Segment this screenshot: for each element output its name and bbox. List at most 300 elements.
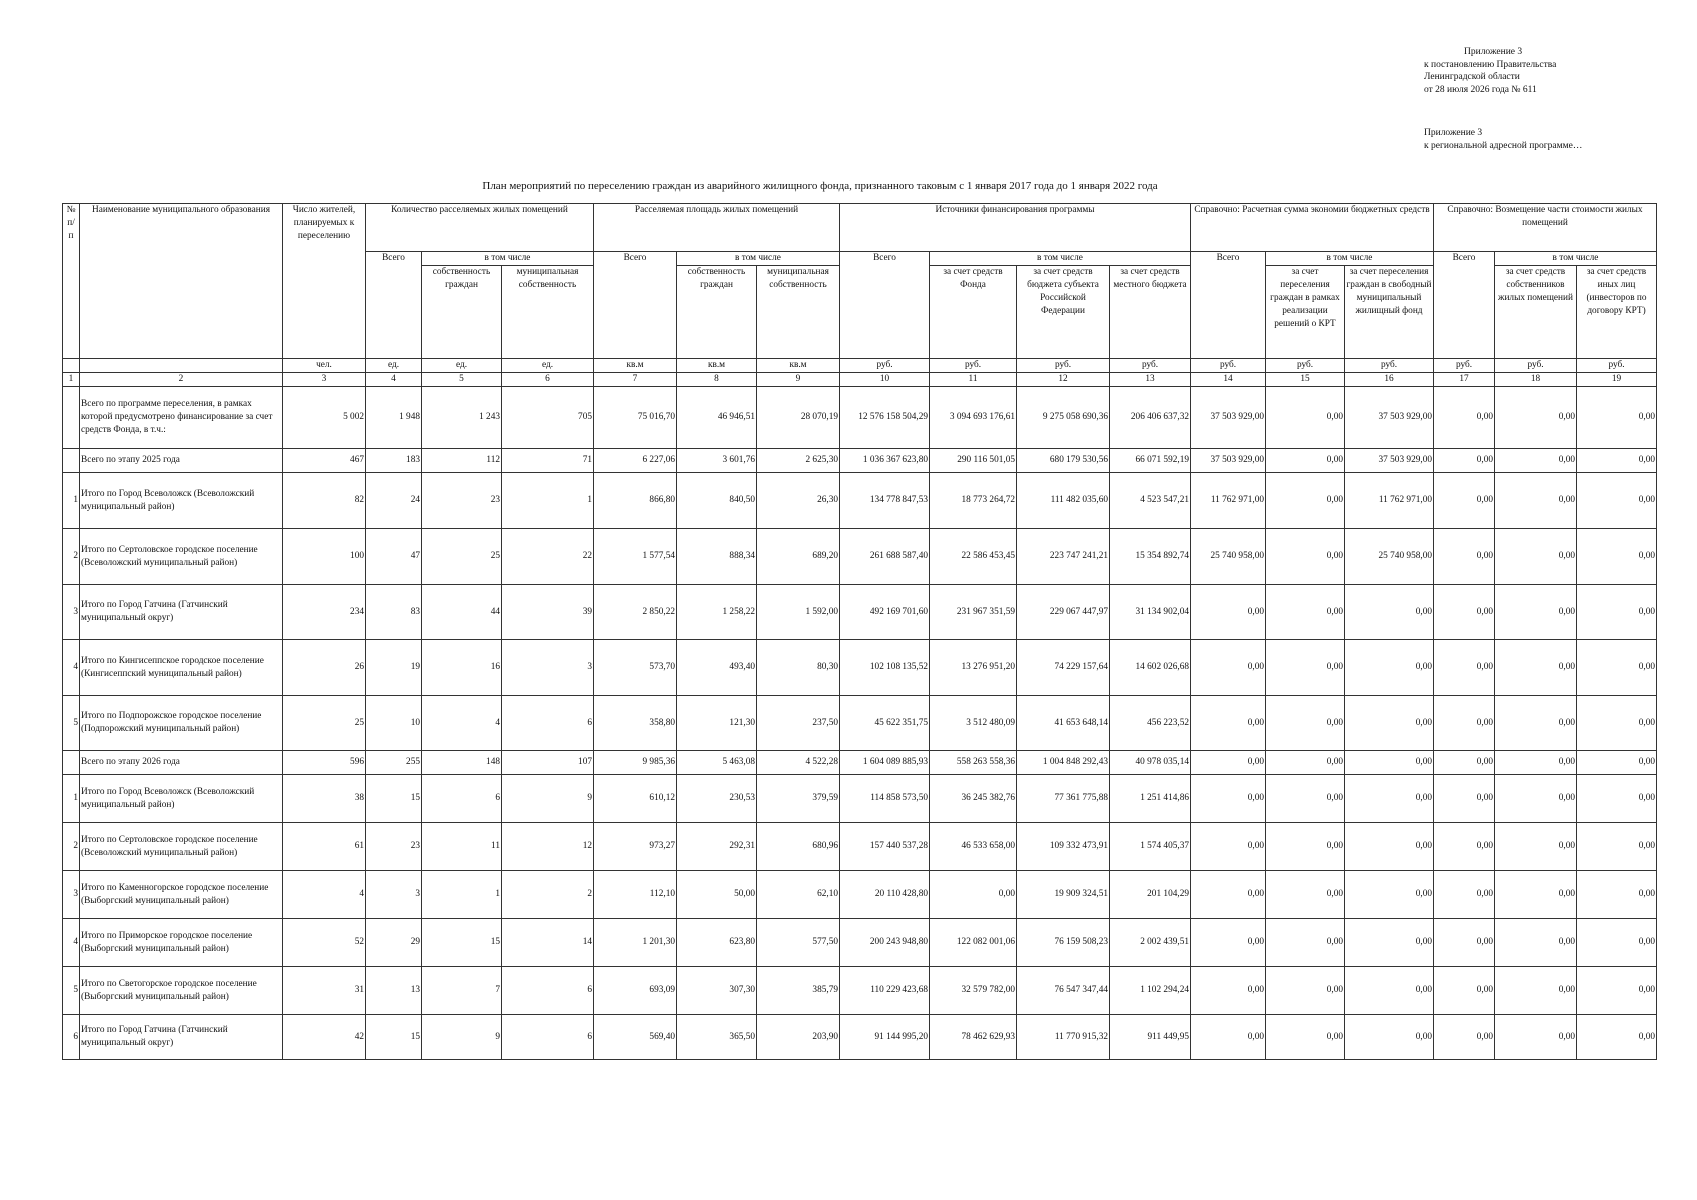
table-row [63, 585, 1657, 640]
value-cell: 911 449,95 [1110, 1015, 1191, 1060]
value-cell: 9 985,36 [594, 751, 677, 775]
unit-cell: руб. [930, 359, 1017, 373]
unit-cell: кв.м [594, 359, 677, 373]
value-cell: 25 [422, 529, 502, 585]
value-cell: 12 576 158 504,29 [840, 387, 930, 449]
header-total: Всего [366, 252, 422, 359]
column-number: 13 [1110, 373, 1191, 387]
header-krt: за счет переселения граждан в рамках реализации решений о КРТ [1266, 266, 1345, 359]
value-cell: 290 116 501,05 [930, 449, 1017, 473]
value-cell: 14 [502, 919, 594, 967]
value-cell: 0,00 [1191, 823, 1266, 871]
value-cell: 9 [502, 775, 594, 823]
value-cell: 37 503 929,00 [1345, 387, 1434, 449]
value-cell: 0,00 [1345, 1015, 1434, 1060]
value-cell: 110 229 423,68 [840, 967, 930, 1015]
header-local-budget: за счет средств местного бюджета [1110, 266, 1191, 359]
value-cell: 0,00 [1266, 823, 1345, 871]
value-cell: 0,00 [1345, 751, 1434, 775]
table-row [63, 823, 1657, 871]
value-cell: 5 463,08 [677, 751, 757, 775]
header-compensation: Справочно: Возмещение части стоимости жилых помещений [1434, 204, 1657, 252]
value-cell: 680,96 [757, 823, 840, 871]
header-total: Всего [840, 252, 930, 359]
municipality-name: Итого по Сертоловское городское поселение (Всеволожский муниципальный район) [80, 529, 283, 585]
value-cell: 80,30 [757, 640, 840, 696]
value-cell: 102 108 135,52 [840, 640, 930, 696]
value-cell: 0,00 [1434, 585, 1495, 640]
unit-cell: кв.м [677, 359, 757, 373]
value-cell: 76 159 508,23 [1017, 919, 1110, 967]
value-cell: 0,00 [1191, 871, 1266, 919]
value-cell: 157 440 537,28 [840, 823, 930, 871]
value-cell: 0,00 [1495, 967, 1577, 1015]
value-cell: 0,00 [1434, 1015, 1495, 1060]
value-cell: 83 [366, 585, 422, 640]
value-cell: 5 002 [283, 387, 366, 449]
value-cell: 46 946,51 [677, 387, 757, 449]
value-cell: 200 243 948,80 [840, 919, 930, 967]
value-cell: 705 [502, 387, 594, 449]
value-cell: 20 110 428,80 [840, 871, 930, 919]
value-cell: 14 602 026,68 [1110, 640, 1191, 696]
value-cell: 0,00 [1495, 1015, 1577, 1060]
row-number: 2 [63, 529, 80, 585]
value-cell: 1 592,00 [757, 585, 840, 640]
value-cell: 840,50 [677, 473, 757, 529]
value-cell: 52 [283, 919, 366, 967]
value-cell: 32 579 782,00 [930, 967, 1017, 1015]
value-cell: 11 762 971,00 [1191, 473, 1266, 529]
column-number: 9 [757, 373, 840, 387]
header-including: в том числе [422, 252, 594, 266]
value-cell: 0,00 [1266, 696, 1345, 751]
table-row [63, 967, 1657, 1015]
row-number: 1 [63, 473, 80, 529]
value-cell: 3 094 693 176,61 [930, 387, 1017, 449]
value-cell: 0,00 [1191, 640, 1266, 696]
value-cell: 693,09 [594, 967, 677, 1015]
header-municipal: муниципальная собственность [757, 266, 840, 359]
unit-cell: руб. [1110, 359, 1191, 373]
row-number: 6 [63, 1015, 80, 1060]
value-cell: 237,50 [757, 696, 840, 751]
value-cell: 0,00 [1266, 529, 1345, 585]
header-others: за счет средств иных лиц (инвесторов по договору КРТ) [1577, 266, 1657, 359]
value-cell: 3 512 480,09 [930, 696, 1017, 751]
value-cell: 23 [422, 473, 502, 529]
municipality-name: Итого по Сертоловское городское поселение (Всеволожский муниципальный район) [80, 823, 283, 871]
value-cell: 1 201,30 [594, 919, 677, 967]
value-cell: 0,00 [1434, 696, 1495, 751]
value-cell: 2 002 439,51 [1110, 919, 1191, 967]
value-cell: 0,00 [1191, 919, 1266, 967]
value-cell: 0,00 [1495, 640, 1577, 696]
value-cell: 37 503 929,00 [1345, 449, 1434, 473]
value-cell: 11 770 915,32 [1017, 1015, 1110, 1060]
value-cell: 0,00 [1266, 919, 1345, 967]
unit-cell: руб. [1434, 359, 1495, 373]
value-cell: 78 462 629,93 [930, 1015, 1017, 1060]
municipality-name: Итого по Светогорское городское поселение (Выборгский муниципальный район) [80, 967, 283, 1015]
unit-cell: руб. [1266, 359, 1345, 373]
value-cell: 0,00 [1495, 871, 1577, 919]
value-cell: 2 625,30 [757, 449, 840, 473]
value-cell: 0,00 [1266, 473, 1345, 529]
value-cell: 4 [283, 871, 366, 919]
row-number [63, 387, 80, 449]
value-cell: 1 577,54 [594, 529, 677, 585]
value-cell: 22 [502, 529, 594, 585]
value-cell: 111 482 035,60 [1017, 473, 1110, 529]
value-cell: 467 [283, 449, 366, 473]
resettlement-plan-table [62, 203, 1657, 1060]
value-cell: 493,40 [677, 640, 757, 696]
value-cell: 6 [502, 967, 594, 1015]
header-area: Расселяемая площадь жилых помещений [594, 204, 840, 252]
header-owners: за счет средств собственников жилых помещений [1495, 266, 1577, 359]
value-cell: 122 082 001,06 [930, 919, 1017, 967]
column-number: 11 [930, 373, 1017, 387]
header-including: в том числе [1495, 252, 1657, 266]
value-cell: 0,00 [1434, 775, 1495, 823]
table-row [63, 775, 1657, 823]
document-title: План мероприятий по переселению граждан из аварийного жилищного фонда, признанного таковым с 1 января 2017 года до 1 января 2022 года [482, 180, 1158, 192]
value-cell: 689,20 [757, 529, 840, 585]
value-cell: 0,00 [1191, 751, 1266, 775]
value-cell: 0,00 [1345, 585, 1434, 640]
value-cell: 203,90 [757, 1015, 840, 1060]
appendix-line: Ленинградской области [1424, 72, 1520, 82]
header-own-citizens: собственность граждан [422, 266, 502, 359]
value-cell: 0,00 [1345, 919, 1434, 967]
value-cell: 31 [283, 967, 366, 1015]
value-cell: 0,00 [1345, 871, 1434, 919]
value-cell: 9 275 058 690,36 [1017, 387, 1110, 449]
value-cell: 569,40 [594, 1015, 677, 1060]
appendix-line: Приложение 3 [1464, 47, 1523, 57]
value-cell: 12 [502, 823, 594, 871]
value-cell: 0,00 [1495, 387, 1577, 449]
value-cell: 385,79 [757, 967, 840, 1015]
value-cell: 1 243 [422, 387, 502, 449]
value-cell: 62,10 [757, 871, 840, 919]
value-cell: 45 622 351,75 [840, 696, 930, 751]
value-cell: 112 [422, 449, 502, 473]
table-row [63, 640, 1657, 696]
value-cell: 74 229 157,64 [1017, 640, 1110, 696]
municipality-name: Всего по программе переселения, в рамках которой предусмотрено финансирование за счет средств Фонда, в т.ч.: [80, 387, 283, 449]
value-cell: 0,00 [1577, 871, 1657, 919]
value-cell: 0,00 [1191, 585, 1266, 640]
value-cell: 0,00 [1495, 529, 1577, 585]
value-cell: 6 227,06 [594, 449, 677, 473]
value-cell: 1 604 089 885,93 [840, 751, 930, 775]
value-cell: 3 [502, 640, 594, 696]
value-cell: 0,00 [1345, 967, 1434, 1015]
value-cell: 9 [422, 1015, 502, 1060]
value-cell: 28 070,19 [757, 387, 840, 449]
value-cell: 255 [366, 751, 422, 775]
value-cell: 4 [422, 696, 502, 751]
row-number [63, 751, 80, 775]
value-cell: 0,00 [1577, 1015, 1657, 1060]
value-cell: 25 740 958,00 [1345, 529, 1434, 585]
unit-cell: руб. [1495, 359, 1577, 373]
value-cell: 0,00 [1495, 823, 1577, 871]
value-cell: 25 [283, 696, 366, 751]
appendix-header-program [1424, 127, 1694, 152]
header-free-fund: за счет переселения граждан в свободный муниципальный жилищный фонд [1345, 266, 1434, 359]
value-cell: 0,00 [1577, 696, 1657, 751]
value-cell: 0,00 [1577, 529, 1657, 585]
table-row [63, 1015, 1657, 1060]
value-cell: 492 169 701,60 [840, 585, 930, 640]
value-cell: 0,00 [1577, 823, 1657, 871]
column-number: 8 [677, 373, 757, 387]
value-cell: 1 036 367 623,80 [840, 449, 930, 473]
value-cell: 7 [422, 967, 502, 1015]
header-total: Всего [594, 252, 677, 359]
value-cell: 36 245 382,76 [930, 775, 1017, 823]
value-cell: 42 [283, 1015, 366, 1060]
column-number: 19 [1577, 373, 1657, 387]
column-number: 6 [502, 373, 594, 387]
value-cell: 13 276 951,20 [930, 640, 1017, 696]
value-cell: 26,30 [757, 473, 840, 529]
value-cell: 71 [502, 449, 594, 473]
value-cell: 610,12 [594, 775, 677, 823]
value-cell: 379,59 [757, 775, 840, 823]
municipality-name: Итого по Город Гатчина (Гатчинский муниципальный округ) [80, 1015, 283, 1060]
column-number: 10 [840, 373, 930, 387]
value-cell: 61 [283, 823, 366, 871]
value-cell: 0,00 [1495, 449, 1577, 473]
value-cell: 26 [283, 640, 366, 696]
table-row [63, 449, 1657, 473]
appendix-line: Приложение 3 [1424, 128, 1483, 138]
header-municipal: муниципальная собственность [502, 266, 594, 359]
value-cell: 40 978 035,14 [1110, 751, 1191, 775]
row-number: 2 [63, 823, 80, 871]
value-cell: 456 223,52 [1110, 696, 1191, 751]
value-cell: 888,34 [677, 529, 757, 585]
value-cell: 1 948 [366, 387, 422, 449]
value-cell: 1 102 294,24 [1110, 967, 1191, 1015]
units-spacer [80, 359, 283, 373]
value-cell: 66 071 592,19 [1110, 449, 1191, 473]
value-cell: 3 601,76 [677, 449, 757, 473]
value-cell: 0,00 [1266, 967, 1345, 1015]
value-cell: 29 [366, 919, 422, 967]
value-cell: 234 [283, 585, 366, 640]
value-cell: 10 [366, 696, 422, 751]
appendix-line: от 28 июля 2026 года № 611 [1424, 84, 1537, 95]
value-cell: 0,00 [1266, 585, 1345, 640]
value-cell: 6 [422, 775, 502, 823]
header-total: Всего [1191, 252, 1266, 359]
column-number: 2 [80, 373, 283, 387]
value-cell: 31 134 902,04 [1110, 585, 1191, 640]
value-cell: 76 547 347,44 [1017, 967, 1110, 1015]
table-row [63, 919, 1657, 967]
column-number: 1 [63, 373, 80, 387]
table-row [63, 696, 1657, 751]
value-cell: 0,00 [930, 871, 1017, 919]
value-cell: 148 [422, 751, 502, 775]
value-cell: 50,00 [677, 871, 757, 919]
value-cell: 0,00 [1191, 696, 1266, 751]
header-including: в том числе [1266, 252, 1434, 266]
value-cell: 0,00 [1495, 473, 1577, 529]
value-cell: 19 [366, 640, 422, 696]
header-premises-count: Количество расселяемых жилых помещений [366, 204, 594, 252]
row-number [63, 449, 80, 473]
value-cell: 23 [366, 823, 422, 871]
table-row [63, 751, 1657, 775]
value-cell: 11 762 971,00 [1345, 473, 1434, 529]
header-residents: Число жителей, планируемых к переселению [283, 204, 366, 359]
header-total: Всего [1434, 252, 1495, 359]
municipality-name: Итого по Город Всеволожск (Всеволожский муниципальный район) [80, 473, 283, 529]
appendix-line: к постановлению Правительства [1424, 59, 1557, 70]
value-cell: 0,00 [1434, 473, 1495, 529]
value-cell: 112,10 [594, 871, 677, 919]
value-cell: 4 523 547,21 [1110, 473, 1191, 529]
column-number: 4 [366, 373, 422, 387]
value-cell: 1 004 848 292,43 [1017, 751, 1110, 775]
value-cell: 13 [366, 967, 422, 1015]
value-cell: 37 503 929,00 [1191, 387, 1266, 449]
unit-cell: кв.м [757, 359, 840, 373]
column-number: 16 [1345, 373, 1434, 387]
value-cell: 0,00 [1266, 871, 1345, 919]
unit-cell: руб. [840, 359, 930, 373]
unit-cell: руб. [1577, 359, 1657, 373]
value-cell: 0,00 [1266, 449, 1345, 473]
value-cell: 15 354 892,74 [1110, 529, 1191, 585]
value-cell: 0,00 [1495, 696, 1577, 751]
column-number: 15 [1266, 373, 1345, 387]
value-cell: 866,80 [594, 473, 677, 529]
value-cell: 37 503 929,00 [1191, 449, 1266, 473]
municipality-name: Всего по этапу 2026 года [80, 751, 283, 775]
municipality-name: Всего по этапу 2025 года [80, 449, 283, 473]
value-cell: 46 533 658,00 [930, 823, 1017, 871]
value-cell: 1 [502, 473, 594, 529]
header-name: Наименование муниципального образования [80, 204, 283, 359]
units-spacer [63, 359, 80, 373]
value-cell: 0,00 [1495, 585, 1577, 640]
value-cell: 206 406 637,32 [1110, 387, 1191, 449]
value-cell: 44 [422, 585, 502, 640]
unit-cell: чел. [283, 359, 366, 373]
header-including: в том числе [677, 252, 840, 266]
value-cell: 596 [283, 751, 366, 775]
value-cell: 231 967 351,59 [930, 585, 1017, 640]
table-row [63, 473, 1657, 529]
value-cell: 0,00 [1345, 823, 1434, 871]
row-number: 1 [63, 775, 80, 823]
value-cell: 577,50 [757, 919, 840, 967]
municipality-name: Итого по Подпорожское городское поселение (Подпорожский муниципальный район) [80, 696, 283, 751]
header-fund: за счет средств Фонда [930, 266, 1017, 359]
value-cell: 100 [283, 529, 366, 585]
municipality-name: Итого по Каменногорское городское поселение (Выборгский муниципальный район) [80, 871, 283, 919]
municipality-name: Итого по Приморское городское поселение (Выборгский муниципальный район) [80, 919, 283, 967]
column-number-row [63, 373, 1657, 387]
table-row [63, 387, 1657, 449]
value-cell: 0,00 [1434, 967, 1495, 1015]
value-cell: 0,00 [1577, 473, 1657, 529]
value-cell: 0,00 [1434, 640, 1495, 696]
value-cell: 307,30 [677, 967, 757, 1015]
municipality-name: Итого по Город Гатчина (Гатчинский муниципальный округ) [80, 585, 283, 640]
value-cell: 0,00 [1434, 751, 1495, 775]
value-cell: 0,00 [1266, 775, 1345, 823]
appendix-line: к региональной адресной программе… [1424, 140, 1583, 151]
value-cell: 107 [502, 751, 594, 775]
value-cell: 6 [502, 1015, 594, 1060]
value-cell: 1 258,22 [677, 585, 757, 640]
value-cell: 0,00 [1191, 775, 1266, 823]
value-cell: 41 653 648,14 [1017, 696, 1110, 751]
value-cell: 183 [366, 449, 422, 473]
value-cell: 0,00 [1434, 529, 1495, 585]
value-cell: 0,00 [1577, 387, 1657, 449]
value-cell: 261 688 587,40 [840, 529, 930, 585]
row-number: 5 [63, 696, 80, 751]
value-cell: 121,30 [677, 696, 757, 751]
column-number: 3 [283, 373, 366, 387]
value-cell: 623,80 [677, 919, 757, 967]
value-cell: 365,50 [677, 1015, 757, 1060]
value-cell: 4 522,28 [757, 751, 840, 775]
value-cell: 11 [422, 823, 502, 871]
value-cell: 0,00 [1266, 1015, 1345, 1060]
value-cell: 973,27 [594, 823, 677, 871]
value-cell: 18 773 264,72 [930, 473, 1017, 529]
value-cell: 358,80 [594, 696, 677, 751]
header-own-citizens: собственность граждан [677, 266, 757, 359]
value-cell: 0,00 [1345, 640, 1434, 696]
row-number: 4 [63, 640, 80, 696]
value-cell: 47 [366, 529, 422, 585]
value-cell: 292,31 [677, 823, 757, 871]
column-number: 5 [422, 373, 502, 387]
value-cell: 0,00 [1577, 919, 1657, 967]
value-cell: 0,00 [1577, 967, 1657, 1015]
table-row [63, 529, 1657, 585]
value-cell: 223 747 241,21 [1017, 529, 1110, 585]
value-cell: 0,00 [1266, 751, 1345, 775]
header-num: № п/ п [63, 204, 80, 359]
value-cell: 3 [366, 871, 422, 919]
value-cell: 109 332 473,91 [1017, 823, 1110, 871]
value-cell: 25 740 958,00 [1191, 529, 1266, 585]
value-cell: 1 251 414,86 [1110, 775, 1191, 823]
row-number: 3 [63, 585, 80, 640]
value-cell: 0,00 [1434, 871, 1495, 919]
value-cell: 0,00 [1345, 696, 1434, 751]
value-cell: 230,53 [677, 775, 757, 823]
value-cell: 0,00 [1495, 919, 1577, 967]
row-number: 3 [63, 871, 80, 919]
value-cell: 2 850,22 [594, 585, 677, 640]
value-cell: 0,00 [1434, 919, 1495, 967]
value-cell: 0,00 [1495, 751, 1577, 775]
row-number: 5 [63, 967, 80, 1015]
